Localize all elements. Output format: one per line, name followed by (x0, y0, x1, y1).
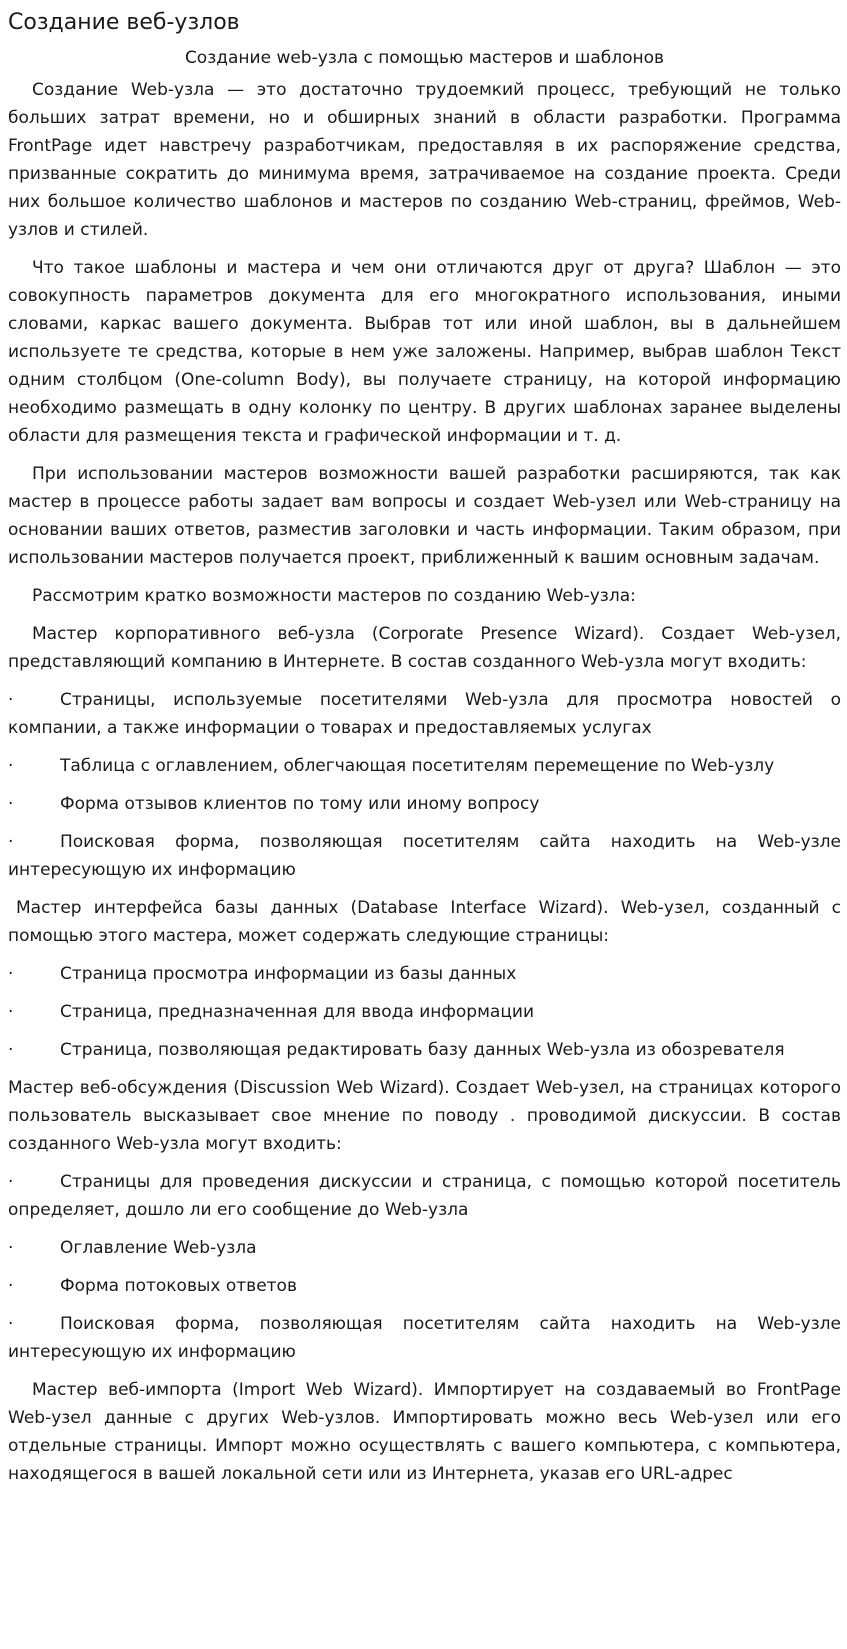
list-item (8, 828, 841, 884)
list-item-text: Страница просмотра информации из базы данных (60, 964, 517, 984)
bullet-marker: · (8, 1238, 14, 1258)
list-item-text: Страницы для проведения дискуссии и страница, с помощью которой посетитель определяет, дошло ли его сообщение до Web-узла (8, 1172, 841, 1220)
list-item-text: Оглавление Web-узла (60, 1238, 257, 1258)
list-item-text: Форма отзывов клиентов по тому или иному вопросу (60, 794, 540, 814)
list-item (8, 686, 841, 742)
list-item-text: Поисковая форма, позволяющая посетителям сайта находить на Web-узле интересующую их информацию (8, 1314, 841, 1362)
bullet-marker: · (8, 1172, 14, 1192)
list-item (8, 1168, 841, 1224)
bullet-marker: · (8, 756, 14, 776)
list-item-text: Страницы, используемые посетителями Web-узла для просмотра новостей о компании, а также информации о товарах и предоставляемых услугах (8, 690, 841, 738)
paragraph-wizards: При использовании мастеров возможности вашей разработки расширяются, так как мастер в процессе работы задает вам вопросы и создает Web-узел или Web-страницу на основании ваших ответов, разместив заголовки и часть информации. Таким образом, при использовании мастеров получается проект, приближенный к вашим основным задачам. (8, 464, 841, 568)
bullet-marker: · (8, 794, 14, 814)
bullet-marker: · (8, 964, 14, 984)
list-item (8, 1234, 841, 1262)
paragraph-import-wizard: Мастер веб-импорта (Import Web Wizard). Импортирует на создаваемый во FrontPage Web-узел данные с других Web-узлов. Импортировать можно весь Web-узел или его отдельные страницы. Импорт можно осуществлять с вашего компьютера, с компьютера, находящегося в вашей локальной сети или из Интернета, указав его URL-адрес (8, 1380, 841, 1484)
bullet-marker: · (8, 1276, 14, 1296)
list-item-text: Страница, позволяющая редактировать базу данных Web-узла из обозревателя (60, 1040, 785, 1060)
bullet-marker: · (8, 1040, 14, 1060)
bullet-marker: · (8, 1002, 14, 1022)
list-item (8, 1272, 841, 1300)
list-item (8, 960, 841, 988)
list-item (8, 752, 841, 780)
section-subtitle: Создание web-узла с помощью мастеров и шаблонов (184, 48, 665, 68)
list-item (8, 790, 841, 818)
paragraph-overview: Рассмотрим кратко возможности мастеров по созданию Web-узла: (32, 586, 636, 606)
bullet-marker: · (8, 690, 14, 710)
paragraph-templates: Что такое шаблоны и мастера и чем они отличаются друг от друга? Шаблон — это совокупность параметров документа для его многократного использования, иными словами, каркас вашего документа. Выбрав тот или иной шаблон, вы в дальнейшем используете те средства, которые в нем уже заложены. Например, выбрав шаблон Текст одним столбцом (One-column Body), вы получаете страницу, на которой информацию необходимо размещать в одну колонку по центру. В других шаблонах заранее выделены области для размещения текста и графической информации и т. д. (8, 258, 841, 446)
page-title: Создание веб-узлов (8, 10, 240, 35)
paragraph-discussion-wizard: Мастер веб-обсуждения (Discussion Web Wizard). Создает Web-узел, на страницах которого пользователь высказывает свое мнение по поводу . проводимой дискуссии. В состав созданного Web-узла могут входить: (8, 1078, 841, 1154)
list-item (8, 998, 841, 1026)
bullet-marker: · (8, 832, 14, 852)
list-item-text: Поисковая форма, позволяющая посетителям сайта находить на Web-узле интересующую их информацию (8, 832, 841, 880)
list-item-text: Форма потоковых ответов (60, 1276, 297, 1296)
list-item (8, 1036, 841, 1064)
paragraph-corporate-wizard: Мастер корпоративного веб-узла (Corporate Presence Wizard). Создает Web-узел, представляющий компанию в Интернете. В состав созданного Web-узла могут входить: (8, 624, 841, 672)
list-item-text: Таблица с оглавлением, облегчающая посетителям перемещение по Web-узлу (60, 756, 775, 776)
paragraph-database-wizard: Мастер интерфейса базы данных (Database Interface Wizard). Web-узел, созданный с помощью этого мастера, может содержать следующие страницы: (8, 898, 841, 946)
bullet-marker: · (8, 1314, 14, 1334)
list-item (8, 1310, 841, 1366)
list-item-text: Страница, предназначенная для ввода информации (60, 1002, 535, 1022)
paragraph-intro: Создание Web-узла — это достаточно трудоемкий процесс, требующий не только больших затрат времени, но и обширных знаний в области разработки. Программа FrontPage идет навстречу разработчикам, предоставляя в их распоряжение средства, призванные сократить до минимума время, затрачиваемое на создание проекта. Среди них большое количество шаблонов и мастеров по созданию Web-страниц, фреймов, Web-узлов и стилей. (8, 80, 841, 240)
